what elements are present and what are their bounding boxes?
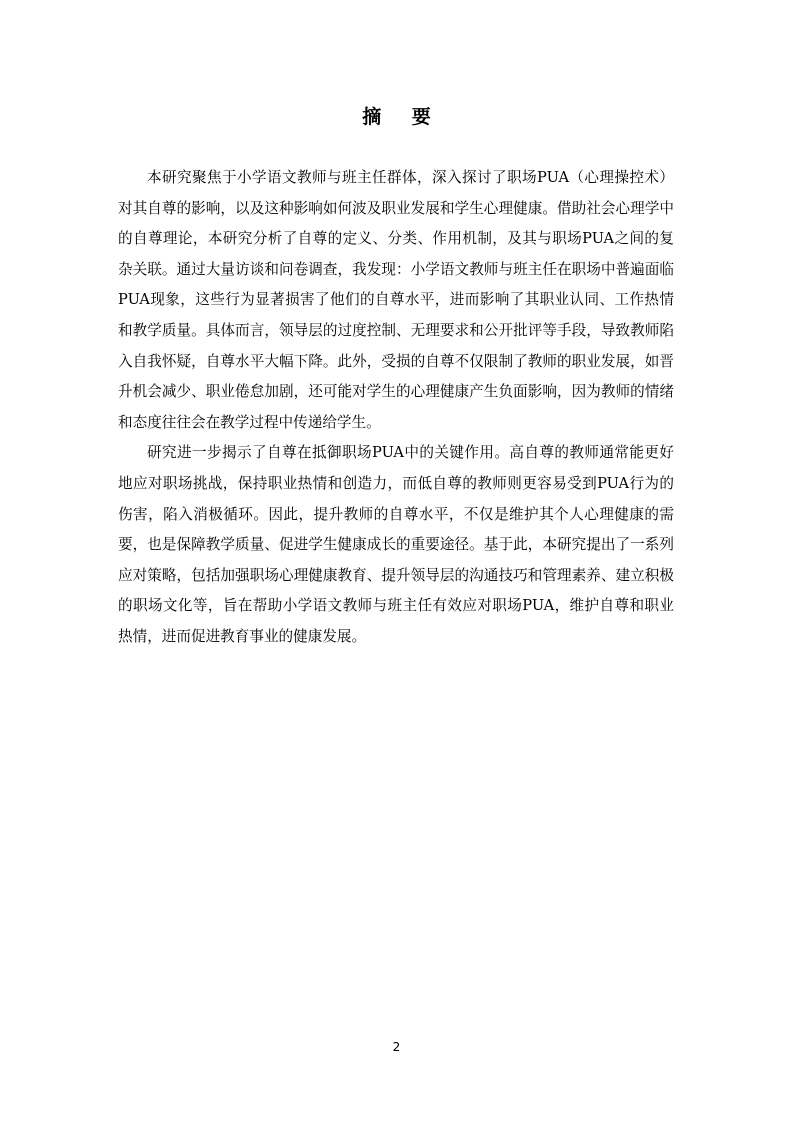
abstract-paragraph-1: 本研究聚焦于小学语文教师与班主任群体，深入探讨了职场PUA（心理操控术）对其自尊的影响，以及这种影响如何波及职业发展和学生心理健康。借助社会心理学中的自尊理论，本研究分析了自尊的定义、分类、作用机制，及其与职场PUA之间的复杂关联。通过大量访谈和问卷调查，我发现：小学语文教师与班主任在职场中普遍面临PUA现象，这些行为显著损害了他们的自尊水平，进而影响了其职业认同、工作热情和教学质量。具体而言，领导层的过度控制、无理要求和公开批评等手段，导致教师陷入自我怀疑，自尊水平大幅下降。此外，受损的自尊不仅限制了教师的职业发展，如晋升机会减少、职业倦怠加剧，还可能对学生的心理健康产生负面影响，因为教师的情绪和态度往往会在教学过程中传递给学生。 [118,169,674,431]
page-number: 2 [392,1040,401,1054]
abstract-title: 摘 要 [362,106,443,128]
abstract-paragraph-2: 研究进一步揭示了自尊在抵御职场PUA中的关键作用。高自尊的教师通常能更好地应对职场挑战，保持职业热情和创造力，而低自尊的教师则更容易受到PUA行为的伤害，陷入消极循环。因此，提升教师的自尊水平，不仅是维护其个人心理健康的需要，也是保障教学质量、促进学生健康成长的重要途径。基于此，本研究提出了一系列应对策略，包括加强职场心理健康教育、提升领导层的沟通技巧和管理素养、建立积极的职场文化等，旨在帮助小学语文教师与班主任有效应对职场PUA，维护自尊和职业热情，进而促进教育事业的健康发展。 [118,444,674,645]
abstract-body [118,163,674,653]
